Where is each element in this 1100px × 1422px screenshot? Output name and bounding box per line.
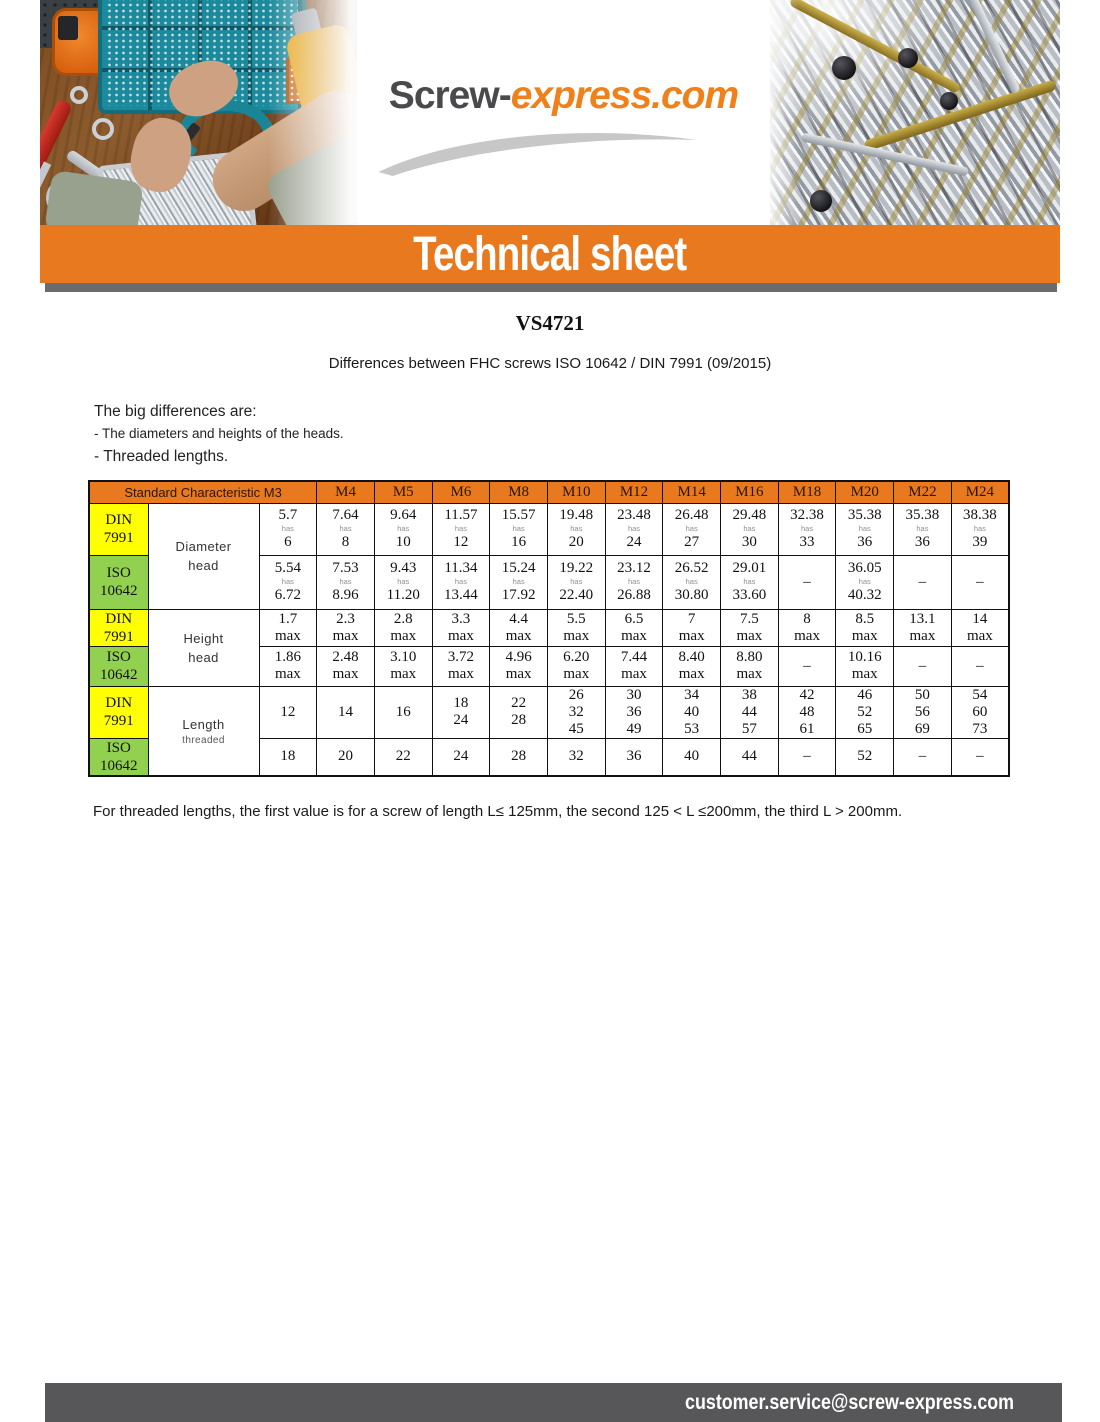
size-header-M14: M14 [663, 481, 721, 503]
value-cell: – [778, 646, 836, 686]
standard-cell-ISO-10642: ISO 10642 [89, 646, 148, 686]
value-cell: 28 [490, 738, 548, 776]
logo-text-orange: express.com [510, 74, 739, 117]
logo-area [357, 0, 770, 225]
value-cell: 11.34 has 13.44 [432, 555, 490, 609]
value-cell: 16 [374, 686, 432, 738]
value-cell: 1.7 max [259, 609, 317, 646]
value-cell: 7.44 max [605, 646, 663, 686]
value-cell: 24 [432, 738, 490, 776]
value-cell: 23.48 has 24 [605, 503, 663, 555]
value-cell: 22 [374, 738, 432, 776]
value-cell: 14 max [951, 609, 1009, 646]
value-cell: – [778, 738, 836, 776]
standard-cell-DIN-7991: DIN 7991 [89, 503, 148, 555]
logo-text-dark: Screw- [388, 74, 511, 117]
size-header-M10: M10 [547, 481, 605, 503]
value-cell: 13.1 max [894, 609, 952, 646]
value-cell: 3.3 max [432, 609, 490, 646]
value-cell: 52 [836, 738, 894, 776]
corner-header-cell: Standard Characteristic M3 [89, 481, 317, 503]
value-cell: 7.53 has 8.96 [317, 555, 375, 609]
value-cell: 8.80 max [721, 646, 779, 686]
value-cell: 26.48 has 27 [663, 503, 721, 555]
value-cell: 2.3 max [317, 609, 375, 646]
value-cell: 11.57 has 12 [432, 503, 490, 555]
intro-line-2: - The diameters and heights of the heads. [94, 426, 344, 441]
intro-line-1: The big differences are: [94, 403, 257, 420]
value-cell: 22 28 [490, 686, 548, 738]
value-cell: 20 [317, 738, 375, 776]
technical-sheet-banner [40, 225, 1060, 283]
value-cell: 38 44 57 [721, 686, 779, 738]
value-cell: 54 60 73 [951, 686, 1009, 738]
standard-cell-ISO-10642: ISO 10642 [89, 555, 148, 609]
value-cell: 29.01 has 33.60 [721, 555, 779, 609]
intro-block [94, 403, 344, 466]
value-cell: 38.38 has 39 [951, 503, 1009, 555]
value-cell: – [778, 555, 836, 609]
value-cell: 12 [259, 686, 317, 738]
value-cell: 29.48 has 30 [721, 503, 779, 555]
value-cell: 34 40 53 [663, 686, 721, 738]
value-cell: 2.48 max [317, 646, 375, 686]
value-cell: 30 36 49 [605, 686, 663, 738]
characteristic-cell-diameter: Diameter head [148, 503, 259, 609]
value-cell: 50 56 69 [894, 686, 952, 738]
size-header-M24: M24 [951, 481, 1009, 503]
spec-table-grid [88, 480, 1010, 777]
footer-bar [45, 1383, 1062, 1422]
value-cell: – [951, 555, 1009, 609]
size-header-M18: M18 [778, 481, 836, 503]
doc-subtitle: Differences between FHC screws ISO 10642 / DIN 7991 (09/2015) [328, 355, 772, 372]
value-cell: 32.38 has 33 [778, 503, 836, 555]
screw-express-logo [389, 74, 738, 118]
value-cell: – [894, 738, 952, 776]
value-cell: 36.05 has 40.32 [836, 555, 894, 609]
size-header-M20: M20 [836, 481, 894, 503]
size-header-M8: M8 [490, 481, 548, 503]
size-header-M4: M4 [317, 481, 375, 503]
value-cell: – [951, 646, 1009, 686]
value-cell: 2.8 max [374, 609, 432, 646]
value-cell: 40 [663, 738, 721, 776]
value-cell: 15.24 has 17.92 [490, 555, 548, 609]
value-cell: 4.4 max [490, 609, 548, 646]
value-cell: – [894, 646, 952, 686]
value-cell: – [894, 555, 952, 609]
standard-cell-DIN-7991: DIN 7991 [89, 686, 148, 738]
value-cell: 9.64 has 10 [374, 503, 432, 555]
size-header-M5: M5 [374, 481, 432, 503]
intro-line-3: - Threaded lengths. [94, 448, 229, 465]
value-cell: 9.43 has 11.20 [374, 555, 432, 609]
value-cell: 26.52 has 30.80 [663, 555, 721, 609]
value-cell: 5.5 max [547, 609, 605, 646]
spec-table [88, 480, 1010, 777]
value-cell: 10.16 max [836, 646, 894, 686]
value-cell: 4.96 max [490, 646, 548, 686]
value-cell: 35.38 has 36 [836, 503, 894, 555]
table-row [89, 686, 1009, 738]
size-header-M16: M16 [721, 481, 779, 503]
value-cell: 8 max [778, 609, 836, 646]
value-cell: 18 [259, 738, 317, 776]
value-cell: 7.64 has 8 [317, 503, 375, 555]
value-cell: 14 [317, 686, 375, 738]
value-cell: 36 [605, 738, 663, 776]
size-header-M12: M12 [605, 481, 663, 503]
value-cell: – [951, 738, 1009, 776]
value-cell: 23.12 has 26.88 [605, 555, 663, 609]
value-cell: 1.86 max [259, 646, 317, 686]
value-cell: 8.5 max [836, 609, 894, 646]
value-cell: 5.7 has 6 [259, 503, 317, 555]
gray-accent-bar [45, 283, 1057, 292]
value-cell: 5.54 has 6.72 [259, 555, 317, 609]
value-cell: 42 48 61 [778, 686, 836, 738]
photo-white-fade [40, 0, 357, 225]
value-cell: 44 [721, 738, 779, 776]
value-cell: 3.10 max [374, 646, 432, 686]
size-header-M6: M6 [432, 481, 490, 503]
size-header-M22: M22 [894, 481, 952, 503]
table-header-row [89, 481, 1009, 503]
value-cell: 18 24 [432, 686, 490, 738]
contact-email: customer.service@screw-express.com [685, 1390, 1014, 1414]
value-cell: 8.40 max [663, 646, 721, 686]
logo-swoosh [372, 120, 702, 176]
characteristic-cell-length: Length threaded [148, 686, 259, 776]
value-cell: 19.48 has 20 [547, 503, 605, 555]
characteristic-cell-height: Height head [148, 609, 259, 686]
value-cell: 26 32 45 [547, 686, 605, 738]
value-cell: 15.57 has 16 [490, 503, 548, 555]
banner-title: Technical sheet [413, 227, 687, 281]
workbench-photo [40, 0, 357, 225]
value-cell: 35.38 has 36 [894, 503, 952, 555]
table-row [89, 609, 1009, 646]
value-cell: 7 max [663, 609, 721, 646]
screws-photo [770, 0, 1060, 225]
photo-white-fade [770, 0, 1060, 225]
standard-cell-ISO-10642: ISO 10642 [89, 738, 148, 776]
value-cell: 19.22 has 22.40 [547, 555, 605, 609]
value-cell: 46 52 65 [836, 686, 894, 738]
value-cell: 32 [547, 738, 605, 776]
threaded-lengths-note: For threaded lengths, the first value is for a screw of length L≤ 125mm, the second 125 < L ≤200mm, the third L > 200mm. [93, 803, 903, 820]
value-cell: 7.5 max [721, 609, 779, 646]
standard-cell-DIN-7991: DIN 7991 [89, 609, 148, 646]
table-row [89, 503, 1009, 555]
value-cell: 3.72 max [432, 646, 490, 686]
doc-title: VS4721 [515, 311, 585, 335]
header-photo-strip [40, 0, 1060, 225]
value-cell: 6.5 max [605, 609, 663, 646]
value-cell: 6.20 max [547, 646, 605, 686]
